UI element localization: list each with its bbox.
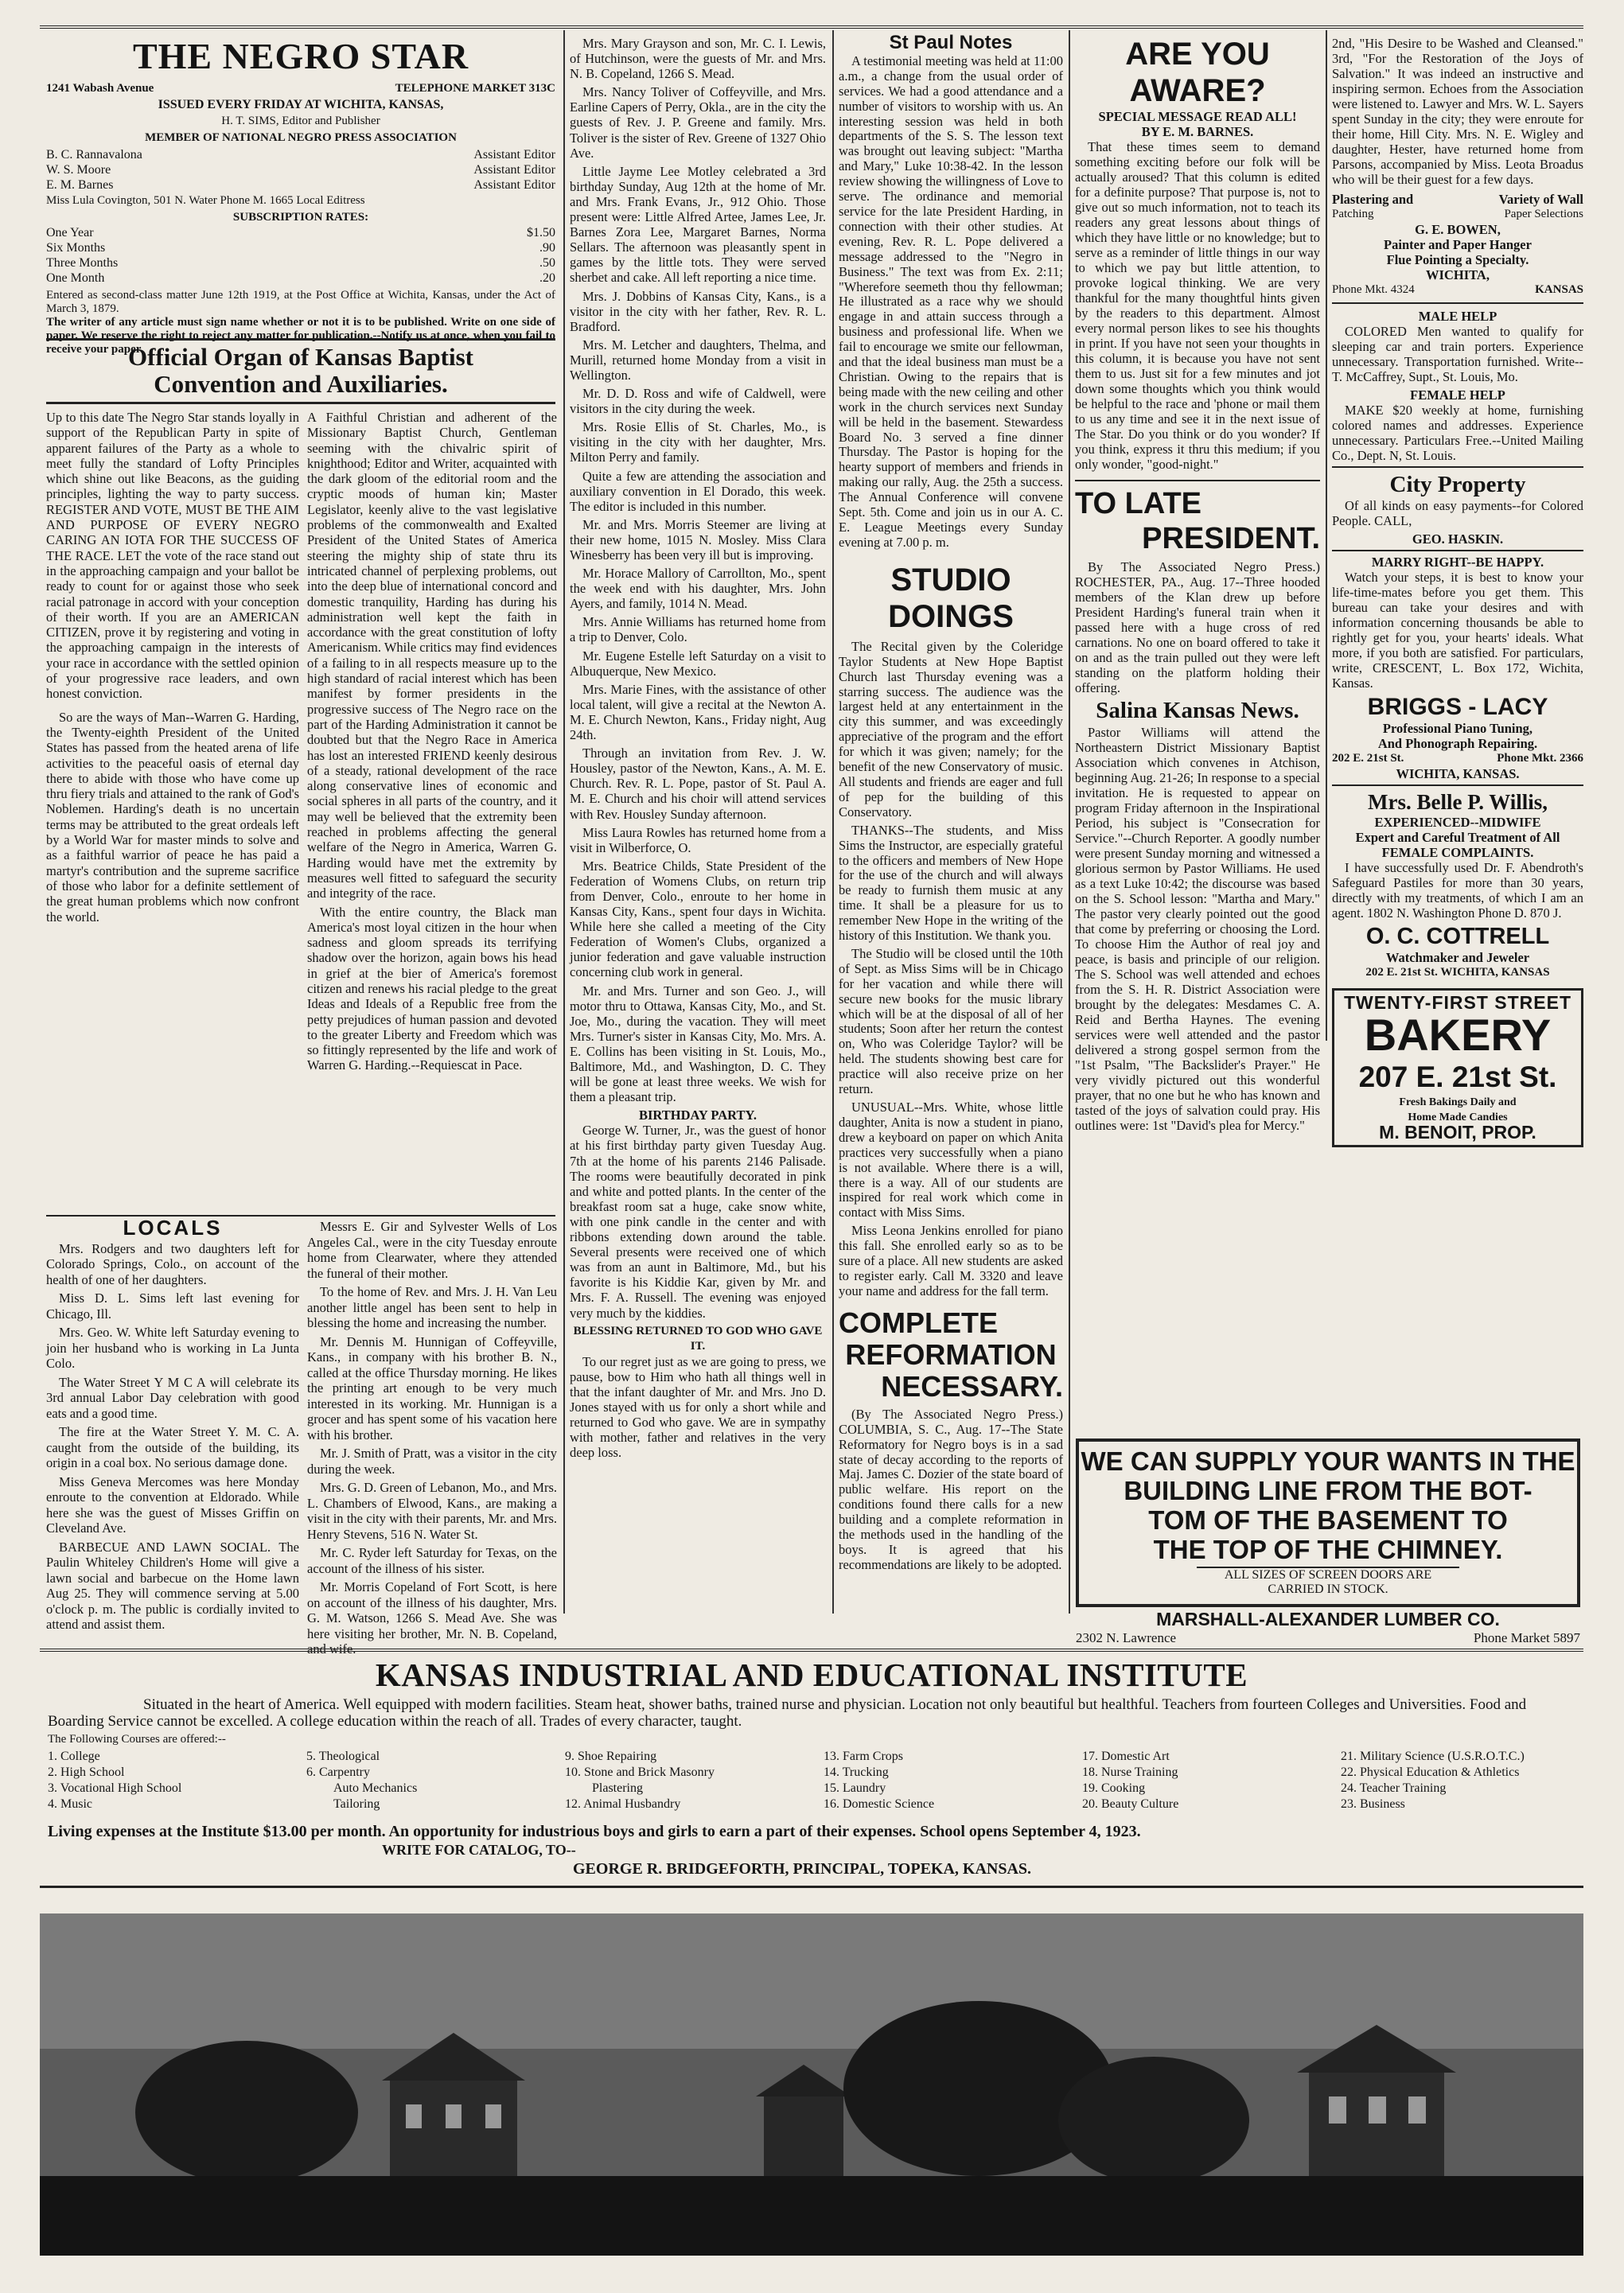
- willis-sub2: Expert and Careful Treatment of All: [1355, 830, 1560, 845]
- lumber-footer: [1076, 1609, 1580, 1646]
- masthead-member: MEMBER OF NATIONAL NEGRO PRESS ASSOCIATION: [145, 130, 457, 144]
- birthday-title: BIRTHDAY PARTY.: [639, 1108, 757, 1123]
- lumber-ad: [1076, 1438, 1580, 1607]
- course-group: [306, 1749, 549, 1812]
- reformation-text: (By The Associated Negro Press.) COLUMBIA, S. C., Aug. 17--The State Reformatory for Negro boys is in a sad state of decay according to the reports of Maj. James C. Dozier of the state board of public welfare. His report on the conditions found there calls for a new building and a complete reformation in the methods used in the handling of the boys. It is agreed that his recommendations are likely to be adopted.: [839, 1406, 1063, 1572]
- masthead-rule: [46, 338, 555, 341]
- willis-sub3: FEMALE COMPLAINTS.: [1381, 845, 1534, 860]
- lumber-phone: Phone Market 5897: [1473, 1630, 1580, 1645]
- bakery-ad: [1332, 988, 1583, 1147]
- social-item: Through an invitation from Rev. J. W. Housley, pastor of the Newton, Kans., A. M. E. Church. Rev. R. L. Pope, pastor of St. Paul A. M. E. Church and his choir will attend services with Rev. Housley Sunday afternoon.: [570, 746, 826, 822]
- lumber-line2: BUILDING LINE FROM THE BOT-: [1124, 1476, 1532, 1505]
- too-late-line1: TO LATE: [1075, 487, 1202, 520]
- editorial-p1: Up to this date The Negro Star stands loyally in support of the Republican Party in spite of apparent failures of the Party as a whole to meet fully the standard of Lofty Principles which shine out like Beacons, as the guiding principles, lighting the way to party success. REGISTER AND VOTE, MUST BE THE AIM AND PURPOSE OF EVERY NEGRO CARING AN IOTA FOR THE SUCCESS OF THE RACE. LET the vote of the race stand out in the approaching campaign and your ballot be ready to count for or against those who seek racial patronage in accord with your conception of their worth. If you are an AMERICAN CITIZEN, prove it by registering and voting in the approaching campaign in the interests of your race in accordance with the settled opinion of your progressive race leaders, and own honest conviction.: [46, 410, 299, 702]
- local-item: BARBECUE AND LAWN SOCIAL. The Paulin Whiteley Children's Home will give a lawn social and barbecue on the Home lawn Aug 25. They will commence serving at 5.00 o'clock p. m. The public is cordially invited to attend and assist them.: [46, 1539, 299, 1632]
- lumber-line1: WE CAN SUPPLY YOUR WANTS IN THE: [1081, 1446, 1575, 1476]
- local-item: The Water Street Y M C A will celebrate its 3rd annual Labor Day celebration with good eats and a good time.: [46, 1374, 299, 1421]
- salina-text: Pastor Williams will attend the Northeastern District Missionary Baptist Association which convenes in Atchison, beginning Aug. 21-26; In response to a special invitation. He is requested to appear on program Friday afternoon in the Inspirational Period, his subject is "Consecration for Service."--Church Reporter. A goodly number were present Sunday morning and witnessed a glorious sermon by Pastor Williams. He used as a text Luke 10:42; the discourse was based on the S. School lesson: "Martha and Mary." The pastor very clearly pointed out the good that come by preferring or choosing the Lord. To choose Him the Author of real joy and peace, is basis and principle of our religion. The S. School was well attended and echoes from the S. H. R. District Association were brought by the delegates: Mesdames C. A. Reid and Bertha Haynes. The evening services were well attended and the pastor delivered a strong gospel sermon from the "1st Psalm, "The Backslider's Prayer." He very vividly pictured out this wonderful prayer, that no one but he who has known and tasted of the joys of salvation could pray. His outlines were: 1st "David's plea for Mercy.": [1075, 725, 1320, 1133]
- social-item: Mrs. Annie Williams has returned home from a trip to Denver, Colo.: [570, 614, 826, 645]
- course-item: Tailoring: [333, 1797, 380, 1811]
- photo-rule: [40, 1886, 1583, 1888]
- social-item: Mrs. M. Letcher and daughters, Thelma, and Murill, returned home Monday from a visit in Wellington.: [570, 337, 826, 383]
- editorial-col-left: [46, 410, 299, 928]
- local-item: To the home of Rev. and Mrs. J. H. Van Leu another little angel has been sent to help in blessing the home and increasing the number.: [307, 1284, 557, 1330]
- bowen-city: WICHITA,: [1426, 267, 1490, 282]
- male-help-title: MALE HELP: [1418, 309, 1497, 324]
- blessing-text: To our regret just as we are going to press, we pause, bow to Him who hath all things well in that the infant daughter of Mr. and Mrs. Jno D. Jones stayed with us for only a short while and returned to God who gave. We are in sympathy with mother, father and relatives in the very deep loss.: [570, 1353, 826, 1461]
- local-item: The fire at the Water Street Y. M. C. A. caught from the outside of the building, its origin in a coal box. No serious damage done.: [46, 1424, 299, 1470]
- course-item: 17. Domestic Art: [1082, 1750, 1170, 1763]
- rate-term: Three Months: [46, 256, 119, 270]
- aware-text: That these times seem to demand something exciting before our folk will be actually aroused? That this column is edited for a definite purpose? That purpose is, not to give out so much information, not to teach its readers any great lessons about things of which they have little or no knowledge; but to serve as a reminder of little things in our way to which we pay but little attention, to provoke logical thinking. We are very thankful for the many thoughtful hints given by the readers to this department. Almost every normal person likes to see his thoughts in print. If you have not seen your thoughts in this column, it is because you have not sent them to us. Just sit for a few minutes and jot down some thoughts which you think would be helpful to the race and 'phone or mail them to us any time and see it in the next issue of The Star. Do you think or do you wonder? If you think, express it thru this medium; if you only wonder, "good-night.": [1075, 139, 1320, 472]
- studio-p1: The Recital given by the Coleridge Taylor Students at New Hope Baptist Church last Thursday evening was a starring success. The audience was the largest held at any entertainment in the city this summer, and was exceedingly appreciative of the program and the effort for which it was given; namely; for the benefit of the new Conservatory of music. All students and friends are eager and full of pep for the building of this Conservatory.: [839, 638, 1063, 819]
- course-item: 9. Shoe Repairing: [565, 1750, 657, 1763]
- institute-courses: [48, 1749, 1583, 1812]
- aware-sub1: SPECIAL MESSAGE READ ALL!: [1098, 109, 1297, 124]
- studio-title: STUDIO DOINGS: [888, 562, 1014, 634]
- lumber-line3: TOM OF THE BASEMENT TO: [1148, 1505, 1508, 1535]
- st-paul-text: A testimonial meeting was held at 11:00 a.m., a change from the usual order of services. We had a good attendance and a number of visitors to worship with us. An interesting session was held in both departments of the S. S. The lesson text was brought out leaving subject: "Martha and Mary," Luke 10:38-42. In the lesson review showing the willingness of Love to serve. The ordinance and memorial service for the late President Harding, in connection with their other studies. At evening, Rev. R. L. Pope delivered a message addressed to the "Negro in Business." The text was from Ex. 2:11; "Wherefore seemeth thou thy fellowman; He illustrated as a race why we should engage in and attain success through a business and professional life. When we fail to encourage we smite our fellowman, and that the ideal business man must be a Christian. Owing to the repairs that is being made with the new ceiling and other work in the church services next Sunday will be held in the basement. Stewardess Board No. 3 served a fine dinner Thursday. The Pastor is hoping for the hearty support of members and friends in making our rally, Aug. the 25th a success. The Annual Conference will convene Sept. 5th. Come and join us in our A. C. E. League Meetings every Sunday evening at 7.00 p. m.: [839, 53, 1063, 550]
- too-late-text: By The Associated Negro Press.) ROCHESTER, PA., Aug. 17--Three hooded members of the Klan drew up before President Harding's funeral train when it passed here with a huge cross of red carnations. No one on board offered to take it on and as the train pulled out they were left standing on the platform holding their offering.: [1075, 559, 1320, 695]
- male-help-text: COLORED Men wanted to qualify for sleeping car and train porters. Experience unnecessary. Transportation furnished. Write--T. McCaffrey, Supt., St. Louis, Mo.: [1332, 324, 1583, 384]
- reformation-line2: REFORMATION: [845, 1337, 1057, 1371]
- masthead: [46, 36, 555, 356]
- official-organ-rule: [46, 402, 555, 404]
- social-item: Mrs. Beatrice Childs, State President of the Federation of Womens Clubs, on return trip from Denver, Colo., enroute to her home in Kansas City, Kans., spent four days in Wichita. While here she called a meeting of the City Federation of Women's Clubs, organized a junior federation and gave valuable instruction concerning club work in general.: [570, 858, 826, 980]
- masthead-address: 1241 Wabash Avenue: [46, 82, 154, 95]
- course-item: 23. Business: [1341, 1797, 1405, 1811]
- bakery-line1: TWENTY-FIRST STREET: [1343, 992, 1572, 1013]
- willis-title: Mrs. Belle P. Willis,: [1367, 790, 1548, 814]
- bowen-sub2: Flue Pointing a Specialty.: [1386, 252, 1529, 267]
- course-item: Plastering: [592, 1781, 643, 1795]
- campus-photo-image: [40, 1913, 1583, 2256]
- studio-p4: UNUSUAL--Mrs. White, whose little daughter, Anita is now a student in piano, drew a keyboard on paper on which Anita practices very successfully when a piano is not available. Where there is a will, there is a way. All of our students are inspired for real work which come in contact with Miss Sims.: [839, 1100, 1063, 1220]
- editorial-p2: So are the ways of Man--Warren G. Harding, the Twenty-eighth President of the United States has passed from the heated arena of life activities to the peaceful oasis of eternal day there to abide with those who have come up thru fiery trials and attained to the rank of God's Noblemen. Harding's death is no uncertain terms may be attributed to the great ordeals left by a World War for master minds to solve and as a faithful warrior of peace he has paid a martyr's contribution and the supreme sacrifice of those who labor for a definite settlement of the great human problems which now confront the world.: [46, 709, 299, 925]
- briggs-city: WICHITA, KANSAS.: [1396, 766, 1520, 781]
- too-late-heading: [1075, 480, 1320, 556]
- social-item: Mrs. Rosie Ellis of St. Charles, Mo., is visiting in the city with her daughter, Mrs. Milton Perry and family.: [570, 419, 826, 465]
- staff-name: E. M. Barnes: [46, 178, 114, 192]
- institute-following: The Following Courses are offered:--: [48, 1733, 226, 1746]
- reformation-line3: NECESSARY.: [881, 1369, 1063, 1403]
- local-item: Miss Geneva Mercomes was here Monday enroute to the convention at Eldorado. While here she was the guest of Misses Griffin on Cleveland Ave.: [46, 1474, 299, 1536]
- rates-title: SUBSCRIPTION RATES:: [232, 210, 369, 224]
- locals-column: [46, 1216, 299, 1636]
- social-item: Mrs. J. Dobbins of Kansas City, Kans., is a visitor in the city with her father, Rev. R. L. Bradford.: [570, 288, 826, 334]
- masthead-title: THE NEGRO STAR: [132, 36, 469, 76]
- course-item: 20. Beauty Culture: [1082, 1797, 1179, 1811]
- briggs-sub2: And Phonograph Repairing.: [1377, 736, 1538, 751]
- briggs-address: 202 E. 21st St.: [1332, 752, 1404, 765]
- local-item: Miss D. L. Sims left last evening for Chicago, Ill.: [46, 1291, 299, 1322]
- course-item: 4. Music: [48, 1797, 92, 1811]
- cottrell-sub: Watchmaker and Jeweler: [1385, 950, 1530, 965]
- lumber-line4: THE TOP OF THE CHIMNEY.: [1153, 1535, 1503, 1564]
- course-group: [1341, 1749, 1583, 1812]
- course-item: 10. Stone and Brick Masonry: [565, 1765, 715, 1779]
- blessing-title: BLESSING RETURNED TO GOD WHO GAVE IT.: [573, 1324, 823, 1353]
- institute-title: KANSAS INDUSTRIAL AND EDUCATIONAL INSTITUTE: [375, 1656, 1248, 1693]
- bowen-line2b: Paper Selections: [1504, 208, 1583, 220]
- bowen-state: KANSAS: [1535, 283, 1583, 296]
- course-item: 18. Nurse Training: [1082, 1765, 1178, 1779]
- marry-text: Watch your steps, it is best to know your life-time-mates before you get them. This bureau can take your desires and with information concerning thousands be able to rightly get for you, your hearts' ideals. What more, if you both are satisfied. For particulars, write, CRESCENT, L. Box 172, Wichita, Kansas.: [1332, 570, 1583, 691]
- entered-notice: Entered as second-class matter June 12th 1919, at the Post Office at Wichita, Kansas, under the Act of March 3, 1879.: [46, 289, 555, 315]
- rate-term: One Year: [46, 226, 94, 239]
- bakery-line2: BAKERY: [1364, 1010, 1552, 1060]
- bowen-sub: Painter and Paper Hanger: [1384, 237, 1532, 252]
- institute-expenses: Living expenses at the Institute $13.00 per month. An opportunity for industrious boys and girls to earn a part of their expenses. School opens September 4, 1923.: [48, 1823, 1141, 1840]
- masthead-editor: H. T. SIMS, Editor and Publisher: [221, 115, 380, 127]
- editorial-p4: With the entire country, the Black man America's most loyal citizen in the hour when sadness and gloom spreads its terrifying shadow over the horizon, again bows his head in grief at the bier of America's foremost citizen and renews his racial pledge to the great Ideas and Ideals of a Republic free from the petty prejudices of human passion and devoted to the greater Liberty and Freedom which was so fittingly represented by the life and work of Warren G. Harding.--Requiescat in Pace.: [307, 904, 557, 1073]
- bowen-line1b: Variety of Wall: [1498, 192, 1583, 207]
- local-item: Mrs. Geo. W. White left Saturday evening to join her husband who is working in La Junta Colo.: [46, 1325, 299, 1371]
- course-item: 14. Trucking: [824, 1765, 889, 1779]
- female-help-title: FEMALE HELP: [1410, 387, 1505, 403]
- social-column: [570, 36, 826, 1463]
- briggs-phone: Phone Mkt. 2366: [1497, 752, 1583, 765]
- official-organ-line1: Official Organ of Kansas Baptist: [127, 343, 473, 371]
- social-item: Mr. Eugene Estelle left Saturday on a visit to Albuquerque, New Mexico.: [570, 648, 826, 679]
- social-item: Little Jayme Lee Motley celebrated a 3rd birthday Sunday, Aug 12th at the home of Mr. and Mrs. Frank Evans, Jr., 912 Ohio. Those present were: Little Alfred Artee, James Lee, Jr. Barnes Zora Lee, Margaret Barnes, Norma Sellars. The afternoon was pleasantly spent in games by the little tots. They were served sherbet and cake. All left reporting a nice time.: [570, 163, 826, 286]
- course-item: 13. Farm Crops: [824, 1750, 903, 1763]
- social-item: Mr. and Mrs. Turner and son Geo. J., will motor thru to Ottawa, Kansas City, Mo., and St. Joe, Mo., during the vacation. They will meet Mrs. Turner's sister in Kansas City, Mo. Mrs. A. E. Collins has been visiting in St. Louis, Mo., Baltimore, Md., and Washington, D. C. They will be gone at least three weeks. We wish for them a pleasant trip.: [570, 983, 826, 1105]
- course-item: 12. Animal Husbandry: [565, 1797, 681, 1811]
- aware-title: ARE YOU AWARE?: [1125, 37, 1270, 108]
- marry-title: MARRY RIGHT--BE HAPPY.: [1371, 555, 1544, 570]
- female-help-text: MAKE $20 weekly at home, furnishing colored names and addresses. Experience unnecessary. Particulars Free.--United Mailing Co., Dept. N, St. Louis.: [1332, 403, 1583, 463]
- col8-top-text: 2nd, "His Desire to be Washed and Cleansed." 3rd, "For the Restoration of the Joys of Salvation." It was indeed an instructive and inspiring sermon. Echoes from the Association were listened to. Lawyer and Mrs. W. L. Sayers spent Sunday in the city; they were enroute for their home, Hill City. Mrs. N. E. Wigley and daughter, Hester, have returned home from Parsons, accompanied by Miss. Leota Broadus who will be their guest for a few days.: [1332, 36, 1583, 187]
- bowen-ad: [1332, 192, 1583, 298]
- city-property-text: Of all kinds on easy payments--for Colored People. CALL,: [1332, 498, 1583, 528]
- rate-price: .20: [539, 271, 555, 285]
- staff-name: B. C. Rannavalona: [46, 148, 142, 162]
- lumber-address: 2302 N. Lawrence: [1076, 1630, 1177, 1645]
- official-organ-line2: Convention and Auxiliaries.: [154, 370, 448, 398]
- aware-column: [1075, 36, 1320, 1136]
- social-item: Mrs. Marie Fines, with the assistance of other local talent, will give a recital at the Newton A. M. E. Church Newton, Kans., Friday night, Aug 24th.: [570, 681, 826, 743]
- masthead-issued: ISSUED EVERY FRIDAY AT WICHITA, KANSAS,: [158, 97, 444, 111]
- bakery-line3: 207 E. 21st St.: [1358, 1061, 1557, 1093]
- studio-p5: Miss Leona Jenkins enrolled for piano this fall. She enrolled early so as to be sure of a place. All new students are asked to register early. Call M. 3320 and leave your name and address for the fall term.: [839, 1223, 1063, 1298]
- institute-write: WRITE FOR CATALOG, TO--: [382, 1842, 576, 1858]
- column-rule: [1069, 30, 1070, 1614]
- course-group: [565, 1749, 808, 1812]
- cottrell-address: 202 E. 21st St. WICHITA, KANSAS: [1365, 966, 1550, 979]
- column-rule: [832, 30, 834, 1614]
- aware-sub2: BY E. M. BARNES.: [1141, 124, 1254, 139]
- st-paul-title: St Paul Notes: [889, 32, 1013, 53]
- course-item: 2. High School: [48, 1765, 125, 1779]
- bakery-line6: M. BENOIT, PROP.: [1379, 1122, 1536, 1143]
- lumber-sub2: CARRIED IN STOCK.: [1268, 1583, 1388, 1596]
- course-group: [1082, 1749, 1325, 1812]
- bowen-name: G. E. BOWEN,: [1415, 222, 1501, 237]
- course-item: 3. Vocational High School: [48, 1781, 182, 1795]
- rate-term: Six Months: [46, 241, 106, 255]
- church-column: [839, 32, 1063, 1576]
- course-item: Auto Mechanics: [333, 1781, 418, 1795]
- official-organ-heading: [46, 344, 555, 398]
- city-property-title: City Property: [1389, 472, 1526, 497]
- social-item: Mrs. Nancy Toliver of Coffeyville, and Mrs. Earline Capers of Perry, Okla., are in the city the guests of Rev. J. P. Greene and family. Mrs. Toliver is the sister of Rev. Greene of 1327 Ohio Ave.: [570, 84, 826, 161]
- bakery-line5: Home Made Candies: [1408, 1111, 1508, 1123]
- social-item: Miss Laura Rowles has returned home from a visit in Wilberforce, O.: [570, 824, 826, 855]
- bowen-line1: Plastering and: [1332, 192, 1414, 207]
- salina-title: Salina Kansas News.: [1096, 698, 1299, 723]
- course-item: 22. Physical Education & Athletics: [1341, 1765, 1520, 1779]
- lumber-sub1: ALL SIZES OF SCREEN DOORS ARE: [1197, 1567, 1459, 1583]
- birthday-text: George W. Turner, Jr., was the guest of honor at his first birthday party given Tuesday Aug. 7th at the home of his parents 2146 Palisade. The rooms were beautifully decorated in pink and white and potted plants. In the center of the breakfast room sat a huge, cake snow white, with one pink candle in the center and with ribbons extending down around the table. Several presents were received one of which was from an aunt in Baltimore, Md., but his favorite is his Kiddie Kar, given by Mr. and Mrs. F. A. Russell. The evening was enjoyed very much by the kiddies.: [570, 1123, 826, 1321]
- social-item: Quite a few are attending the association and auxiliary convention in El Dorado, this week. The editor is included in this number.: [570, 468, 826, 514]
- rate-term: One Month: [46, 271, 105, 285]
- local-item: Messrs E. Gir and Sylvester Wells of Los Angeles Cal., were in the city Tuesday enroute home from Clearwater, where they attended the funeral of their mother.: [307, 1219, 557, 1281]
- cottrell-title: O. C. COTTRELL: [1365, 924, 1550, 949]
- institute-principal: GEORGE R. BRIDGEFORTH, PRINCIPAL, TOPEKA, KANSAS.: [573, 1860, 1032, 1878]
- institute-top-rule: [40, 1649, 1583, 1652]
- course-item: 24. Teacher Training: [1341, 1781, 1447, 1795]
- local-item: Mrs. G. D. Green of Lebanon, Mo., and Mrs. L. Chambers of Elwood, Kans., are making a visit in the city with their parents, Mr. and Mrs. Henry Stevens, 516 N. Water St.: [307, 1480, 557, 1542]
- local-item: Mr. C. Ryder left Saturday for Texas, on the account of the illness of his sister.: [307, 1545, 557, 1576]
- course-item: 21. Military Science (U.S.R.O.T.C.): [1341, 1750, 1525, 1763]
- local-item: Mr. J. Smith of Pratt, was a visitor in the city during the week.: [307, 1446, 557, 1477]
- briggs-title: BRIGGS - LACY: [1367, 694, 1548, 720]
- course-item: 1. College: [48, 1750, 100, 1763]
- course-item: 19. Cooking: [1082, 1781, 1146, 1795]
- bakery-line4: Fresh Bakings Daily and: [1399, 1096, 1517, 1108]
- course-item: 15. Laundry: [824, 1781, 886, 1795]
- masthead-staff: [46, 147, 555, 193]
- rate-price: $1.50: [527, 226, 555, 239]
- course-group: [48, 1749, 290, 1812]
- bowen-line2: Patching: [1332, 208, 1374, 220]
- staff-role: Assistant Editor: [473, 178, 555, 192]
- willis-text: I have successfully used Dr. F. Abendroth's Safeguard Pastiles for more than 30 years, directly with my treatments, of which I am an agent. 1802 N. Washington Phone D. 870 J.: [1332, 860, 1583, 921]
- local-item: Mr. Dennis M. Hunnigan of Coffeyville, Kans., in company with his brother B. N., called at the office Thursday morning. He likes the printing art enough to be very much interested in its working. Mr. Hunnigan is a grocer and has spent some of his vacation here with his brother.: [307, 1333, 557, 1442]
- rate-price: .50: [539, 256, 555, 270]
- course-group: [824, 1749, 1066, 1812]
- locals-title: LOCALS: [123, 1216, 223, 1240]
- bowen-phone: Phone Mkt. 4324: [1332, 283, 1415, 296]
- staff-name: W. S. Moore: [46, 163, 111, 177]
- reformation-line1: COMPLETE: [839, 1306, 999, 1339]
- campus-photo: [40, 1913, 1583, 2256]
- staff-role: Assistant Editor: [473, 148, 555, 162]
- course-item: 6. Carpentry: [306, 1765, 370, 1779]
- editorial-p3: A Faithful Christian and adherent of the Missionary Baptist Church, Gentleman seeming with the chivalric spirit of knighthood; Editor and Writer, acquainted with the dark gloom of the editorial room and the cryptic moods of human kin; Master Legislator, keenly alive to the vast legislative problems of the commonwealth and Exalted President of the United States of America steering the mighty ship of state thru its intricated channel of perplexing problems, out into the deep blue of international concord and domestic tranquility, Harding has during his administration well kept the faith in accordance with the great constitution of lofty Americanism. While critics may find evidences of a failing to in all respects measure up to the high standard of racial interest which has been manifest by former presidents in the progressive success of The Negro race on the part of the Harding Administration it cannot be doubted but that the Negro Race in America has lost an interested FRIEND keenly desirous of a steady, rational development of the race along conservative lines of economic and social spheres in all parts of the country, and it may well be believed that the extremity been reached in problems affecting the general welfare of the Negro in America, Warren G. Harding would have met the extremity by measures well fitted to safeguard the security and integrity of the race.: [307, 410, 558, 901]
- willis-sub1: EXPERIENCED--MIDWIFE: [1374, 815, 1541, 830]
- course-item: 16. Domestic Science: [824, 1797, 935, 1811]
- column-rule: [563, 30, 565, 1614]
- staff-role: Assistant Editor: [473, 163, 555, 177]
- masthead-telephone: TELEPHONE MARKET 313C: [395, 82, 555, 95]
- reformation-heading: [839, 1307, 1063, 1403]
- course-item: 5. Theological: [306, 1750, 380, 1763]
- studio-p2: THANKS--The students, and Miss Sims the Instructor, are especially grateful to the officers and members of New Hope for the use of the church and will always be ready to furnish them music at any time. It shall be a pleasure for us to remember New Hope in the writing of the history of this Institution. We thank you.: [839, 822, 1063, 944]
- locals-column-2: [307, 1219, 557, 1660]
- social-item: Mr. Horace Mallory of Carrollton, Mo., spent the week end with his daughter, Mrs. John Ayers, and family, 1014 N. Mead.: [570, 566, 826, 612]
- column-rule: [1326, 30, 1327, 1041]
- social-item: Mr. and Mrs. Morris Steemer are living at their new home, 1015 N. Mosley. Miss Clara Winesberry has been very ill but is improving.: [570, 516, 826, 563]
- lumber-name: MARSHALL-ALEXANDER LUMBER CO.: [1156, 1609, 1500, 1629]
- editorial-col-right: [307, 410, 557, 1076]
- locals-rule: [46, 1215, 555, 1217]
- local-item: Mrs. Rodgers and two daughters left for Colorado Springs, Colo., on account of the health of one of her daughters.: [46, 1240, 299, 1287]
- top-rule: [40, 25, 1583, 29]
- social-item: Mr. D. D. Ross and wife of Caldwell, were visitors in the city during the week.: [570, 386, 826, 417]
- social-item: Mrs. Mary Grayson and son, Mr. C. I. Lewis, of Hutchinson, were the guests of Mr. and Mrs. N. B. Copeland, 1266 S. Mead.: [570, 36, 826, 82]
- city-property-name: GEO. HASKIN.: [1412, 531, 1504, 547]
- institute-intro: Situated in the heart of America. Well equipped with modern facilities. Steam heat, shower baths, trained nurse and physician. Location not only beautiful but healthful. Teachers from fourteen Colleges and Universities. Food and Boarding Service cannot be excelled. A college education within the reach of all. Trades of every character, taught.: [48, 1696, 1527, 1730]
- local-editress: Miss Lula Covington, 501 N. Water Phone M. 1665 Local Editress: [46, 194, 365, 207]
- studio-p3: The Studio will be closed until the 10th of Sept. as Miss Sims will be in Chicago for her vacation and while there will secure new books for the music library which will be at the disposal of all of her students; Soon after her return the contest on, Who was Coleridge Taylor? will be held. The students showing best care for practice will also receive prize on her return.: [839, 945, 1063, 1097]
- ads-column: [1332, 36, 1583, 1147]
- rate-price: .90: [539, 241, 555, 255]
- too-late-line2: PRESIDENT.: [1142, 522, 1320, 555]
- local-item: Mr. Morris Copeland of Fort Scott, is here on account of the illness of his daughter, Mrs. G. M. Watson, 1266 S. Mead Ave. She was here visiting her brother, Mr. N. B. Copeland, and wife.: [307, 1579, 557, 1656]
- writer-notice: The writer of any article must sign name whether or not it is to be published. Write on one side of paper. We reserve the right to reject any matter for publication.--Notify us at once, when you fail to receive your paper.: [46, 316, 555, 356]
- rates-table: [46, 225, 555, 286]
- briggs-sub1: Professional Piano Tuning,: [1382, 721, 1533, 736]
